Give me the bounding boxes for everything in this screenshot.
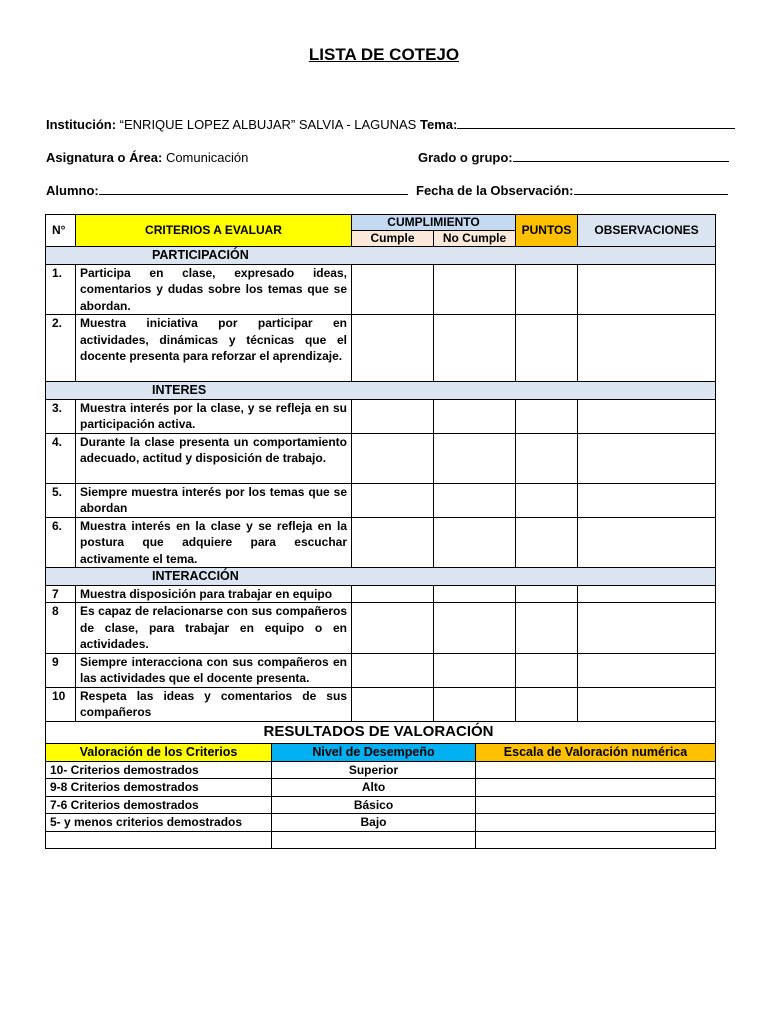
header-observaciones: OBSERVACIONES <box>578 215 716 247</box>
no-cumple-cell[interactable] <box>434 399 516 433</box>
results-criterios: 9-8 Criterios demostrados <box>46 779 272 797</box>
table-row <box>46 585 716 603</box>
criterion-number: 2. <box>46 315 76 382</box>
criterion-text: Participa en clase, expresado ideas, comentarios y dudas sobre los temas que se abordan. <box>76 264 352 315</box>
results-nivel: Alto <box>272 779 476 797</box>
alumno-field[interactable] <box>99 183 408 195</box>
observaciones-cell[interactable] <box>578 687 716 721</box>
criterion-text: Es capaz de relacionarse con sus compañeros de clase, para trabajar en equipo o en actividades. <box>76 603 352 654</box>
no-cumple-cell[interactable] <box>434 264 516 315</box>
criterion-number: 3. <box>46 399 76 433</box>
results-escala-cell[interactable] <box>476 796 716 814</box>
header-num: N° <box>46 215 76 247</box>
header-no-cumple: No Cumple <box>434 231 516 247</box>
alumno-line <box>46 183 408 198</box>
table-row <box>46 315 716 382</box>
criterion-number: 5. <box>46 483 76 517</box>
criterion-number: 6. <box>46 517 76 568</box>
document-title: LISTA DE COTEJO <box>308 45 460 64</box>
cumple-cell[interactable] <box>352 315 434 382</box>
grado-line <box>418 150 729 165</box>
no-cumple-cell[interactable] <box>434 483 516 517</box>
observaciones-cell[interactable] <box>578 433 716 483</box>
section-row <box>46 382 716 400</box>
puntos-cell[interactable] <box>516 517 578 568</box>
results-criterios <box>46 831 272 848</box>
puntos-cell[interactable] <box>516 653 578 687</box>
results-criterios: 5- y menos criterios demostrados <box>46 814 272 832</box>
institucion-line <box>46 117 735 132</box>
fecha-label: Fecha de la Observación: <box>416 183 574 198</box>
criterion-text: Muestra disposición para trabajar en equipo <box>76 585 352 603</box>
results-escala-cell[interactable] <box>476 831 716 848</box>
table-row <box>46 399 716 433</box>
criterion-number: 8 <box>46 603 76 654</box>
table-row <box>46 687 716 721</box>
cumple-cell[interactable] <box>352 483 434 517</box>
cumple-cell[interactable] <box>352 653 434 687</box>
puntos-cell[interactable] <box>516 315 578 382</box>
results-header-valoracion: Valoración de los Criterios <box>46 743 272 761</box>
criterion-text: Muestra interés en la clase y se refleja en la postura que adquiere para escuchar activamente el tema. <box>76 517 352 568</box>
no-cumple-cell[interactable] <box>434 653 516 687</box>
puntos-cell[interactable] <box>516 264 578 315</box>
table-row <box>46 483 716 517</box>
section-row <box>46 247 716 265</box>
institucion-label: Institución: <box>46 117 117 132</box>
institucion-value: “ENRIQUE LOPEZ ALBUJAR” SALVIA - LAGUNAS <box>119 117 417 132</box>
results-row <box>46 831 716 848</box>
header-criterios: CRITERIOS A EVALUAR <box>76 215 352 247</box>
puntos-cell[interactable] <box>516 433 578 483</box>
results-criterios: 10- Criterios demostrados <box>46 761 272 779</box>
no-cumple-cell[interactable] <box>434 433 516 483</box>
table-row <box>46 433 716 483</box>
grado-field[interactable] <box>513 150 729 162</box>
results-nivel <box>272 831 476 848</box>
table-row <box>46 653 716 687</box>
results-nivel: Bajo <box>272 814 476 832</box>
observaciones-cell[interactable] <box>578 315 716 382</box>
fecha-field[interactable] <box>574 183 728 195</box>
puntos-cell[interactable] <box>516 687 578 721</box>
no-cumple-cell[interactable] <box>434 687 516 721</box>
cumple-cell[interactable] <box>352 585 434 603</box>
fecha-line <box>416 183 728 198</box>
results-header-nivel: Nivel de Desempeño <box>272 743 476 761</box>
criterion-number: 4. <box>46 433 76 483</box>
puntos-cell[interactable] <box>516 603 578 654</box>
header-cumple: Cumple <box>352 231 434 247</box>
results-row <box>46 814 716 832</box>
no-cumple-cell[interactable] <box>434 517 516 568</box>
section-row <box>46 568 716 586</box>
header-cumplimiento: CUMPLIMIENTO <box>352 215 516 231</box>
results-table <box>45 743 716 849</box>
asignatura-line <box>46 150 248 165</box>
asignatura-value: Comunicación <box>165 150 249 165</box>
grado-label: Grado o grupo: <box>418 150 513 165</box>
results-title: RESULTADOS DE VALORACIÓN <box>46 721 716 743</box>
results-row <box>46 761 716 779</box>
cumple-cell[interactable] <box>352 433 434 483</box>
header-puntos: PUNTOS <box>516 215 578 247</box>
cumple-cell[interactable] <box>352 264 434 315</box>
results-row <box>46 796 716 814</box>
observaciones-cell[interactable] <box>578 653 716 687</box>
section-title: INTERES <box>46 382 716 400</box>
table-row <box>46 603 716 654</box>
alumno-label: Alumno: <box>46 183 99 198</box>
results-escala-cell[interactable] <box>476 761 716 779</box>
table-row <box>46 264 716 315</box>
tema-field[interactable] <box>457 117 735 129</box>
puntos-cell[interactable] <box>516 585 578 603</box>
cumple-cell[interactable] <box>352 603 434 654</box>
results-header-escala: Escala de Valoración numérica <box>476 743 716 761</box>
criterion-text: Durante la clase presenta un comportamiento adecuado, actitud y disposición de trabajo. <box>76 433 352 483</box>
observaciones-cell[interactable] <box>578 399 716 433</box>
tema-label: Tema: <box>419 117 458 132</box>
puntos-cell[interactable] <box>516 399 578 433</box>
results-row <box>46 779 716 797</box>
observaciones-cell[interactable] <box>578 483 716 517</box>
section-title: INTERACCIÓN <box>46 568 716 586</box>
observaciones-cell[interactable] <box>578 585 716 603</box>
no-cumple-cell[interactable] <box>434 603 516 654</box>
results-escala-cell[interactable] <box>476 779 716 797</box>
results-escala-cell[interactable] <box>476 814 716 832</box>
results-nivel: Básico <box>272 796 476 814</box>
criterion-text: Respeta las ideas y comentarios de sus compañeros <box>76 687 352 721</box>
table-row <box>46 517 716 568</box>
results-nivel: Superior <box>272 761 476 779</box>
puntos-cell[interactable] <box>516 483 578 517</box>
checklist-table <box>45 214 716 744</box>
observaciones-cell[interactable] <box>578 517 716 568</box>
observaciones-cell[interactable] <box>578 603 716 654</box>
criterion-text: Siempre interacciona con sus compañeros en las actividades que el docente presenta. <box>76 653 352 687</box>
criterion-text: Siempre muestra interés por los temas que se abordan <box>76 483 352 517</box>
criterion-number: 10 <box>46 687 76 721</box>
criterion-number: 7 <box>46 585 76 603</box>
criterion-number: 1. <box>46 264 76 315</box>
section-title: PARTICIPACIÓN <box>46 247 716 265</box>
cumple-cell[interactable] <box>352 517 434 568</box>
results-criterios: 7-6 Criterios demostrados <box>46 796 272 814</box>
no-cumple-cell[interactable] <box>434 585 516 603</box>
observaciones-cell[interactable] <box>578 264 716 315</box>
asignatura-label: Asignatura o Área: <box>46 150 163 165</box>
criterion-number: 9 <box>46 653 76 687</box>
criterion-text: Muestra interés por la clase, y se refleja en su participación activa. <box>76 399 352 433</box>
criterion-text: Muestra iniciativa por participar en actividades, dinámicas y técnicas que el docente presenta para reforzar el aprendizaje. <box>76 315 352 382</box>
no-cumple-cell[interactable] <box>434 315 516 382</box>
cumple-cell[interactable] <box>352 687 434 721</box>
cumple-cell[interactable] <box>352 399 434 433</box>
